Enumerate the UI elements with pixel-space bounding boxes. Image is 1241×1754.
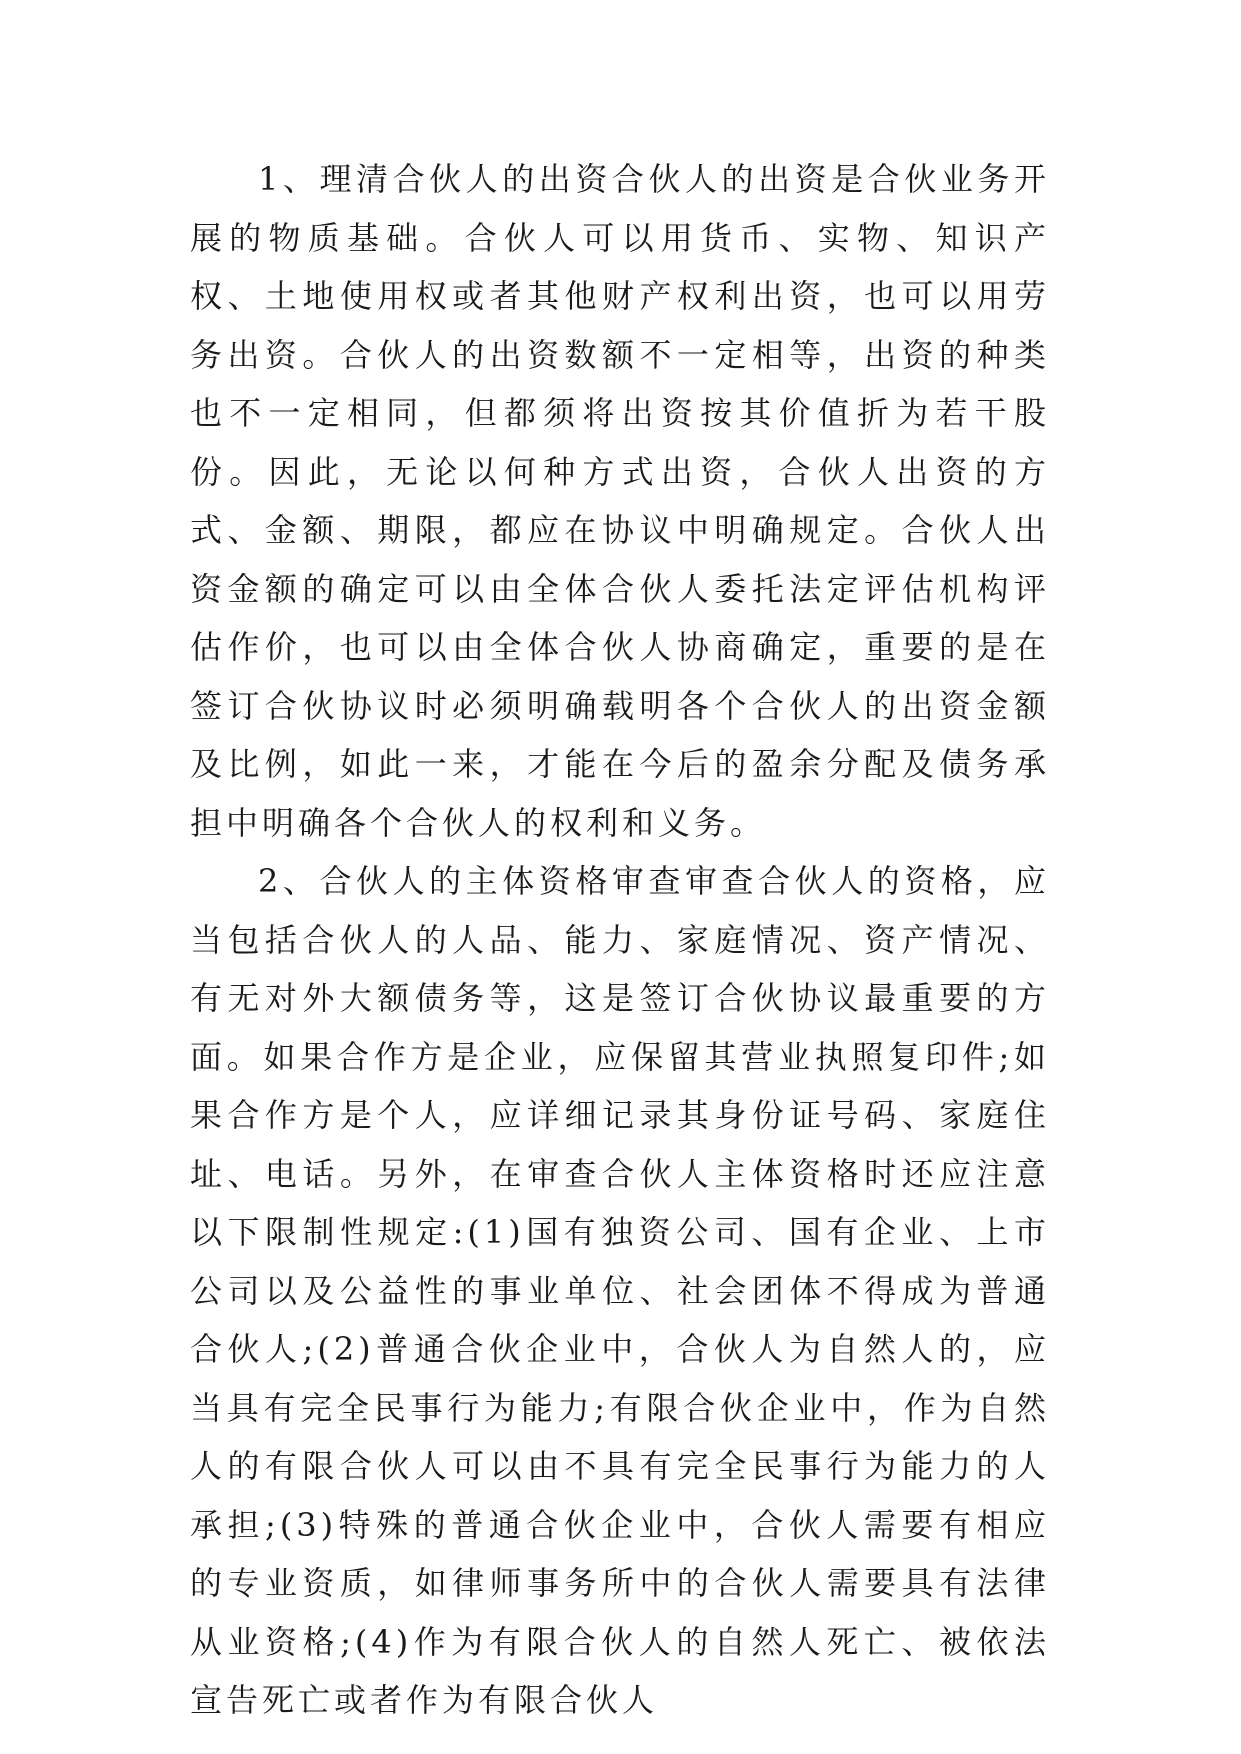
paragraph-partner-qualification: 2、合伙人的主体资格审查审查合伙人的资格，应当包括合伙人的人品、能力、家庭情况、资产情况、有无对外大额债务等，这是签订合伙协议最重要的方面。如果合作方是企业，应保留其营业执照复印件;如果合作方是个人，应详细记录其身份证号码、家庭住址、电话。另外，在审查合伙人主体资格时还应注意以下限制性规定:(1)国有独资公司、国有企业、上市公司以及公益性的事业单位、社会团体不得成为普通合伙人;(2)普通合伙企业中，合伙人为自然人的，应当具有完全民事行为能力;有限合伙企业中，作为自然人的有限合伙人可以由不具有完全民事行为能力的人承担;(3)特殊的普通合伙企业中，合伙人需要有相应的专业资质，如律师事务所中的合伙人需要具有法律从业资格;(4)作为有限合伙人的自然人死亡、被依法宣告死亡或者作为有限合伙人 (190, 862, 1050, 1719)
document-page (190, 150, 1050, 1719)
paragraph-partner-contribution: 1、理清合伙人的出资合伙人的出资是合伙业务开展的物质基础。合伙人可以用货币、实物、知识产权、土地使用权或者其他财产权利出资，也可以用劳务出资。合伙人的出资数额不一定相等，出资的种类也不一定相同，但都须将出资按其价值折为若干股份。因此，无论以何种方式出资，合伙人出资的方式、金额、期限，都应在协议中明确规定。合伙人出资金额的确定可以由全体合伙人委托法定评估机构评估作价，也可以由全体合伙人协商确定，重要的是在签订合伙协议时必须明确载明各个合伙人的出资金额及比例，如此一来，才能在今后的盈余分配及债务承担中明确各个合伙人的权利和义务。 (190, 160, 1050, 842)
